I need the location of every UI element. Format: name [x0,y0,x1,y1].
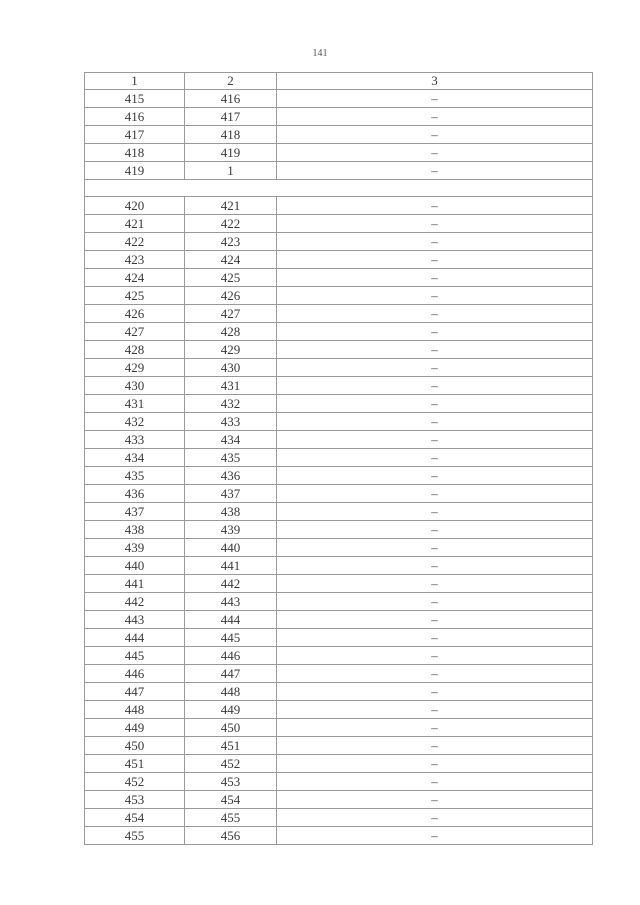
table-cell-col1: 419 [85,162,185,180]
table-cell-col1: 427 [85,323,185,341]
table-row [85,575,593,593]
table-row [85,359,593,377]
table-cell-col2: 416 [185,90,277,108]
table-cell-col2: 428 [185,323,277,341]
table-body-bottom [85,197,593,845]
data-table [84,72,593,845]
table-cell-col1: 450 [85,737,185,755]
table-cell-col3: – [277,341,593,359]
table-cell-col2: 422 [185,215,277,233]
table-cell-col1: 453 [85,791,185,809]
table-cell-col1: 437 [85,503,185,521]
table-cell-col3: – [277,269,593,287]
table-cell-col1: 428 [85,341,185,359]
table-cell-col1: 424 [85,269,185,287]
table-cell-col3: – [277,126,593,144]
table-cell-col2: 445 [185,629,277,647]
table-row [85,503,593,521]
table-cell-col1: 455 [85,827,185,845]
table-row [85,521,593,539]
table-cell-col1: 429 [85,359,185,377]
table-cell-col2: 448 [185,683,277,701]
table-cell-col3: – [277,305,593,323]
table-cell-col3: – [277,449,593,467]
table-row [85,485,593,503]
table-cell-col3: – [277,90,593,108]
table-cell-col1: 420 [85,197,185,215]
table-row [85,809,593,827]
header-row [85,73,593,90]
table-row [85,557,593,575]
table-row [85,683,593,701]
table-row [85,269,593,287]
table-cell-col1: 454 [85,809,185,827]
table-cell-col3: – [277,683,593,701]
table-cell-col2: 1 [185,162,277,180]
table-cell-col2: 421 [185,197,277,215]
table-cell-col2: 447 [185,665,277,683]
table-cell-col3: – [277,521,593,539]
table-body-top [85,90,593,180]
table-cell-col1: 446 [85,665,185,683]
table-cell-col3: – [277,431,593,449]
separator-row [85,180,593,197]
table-cell-col1: 445 [85,647,185,665]
table-cell-col3: – [277,539,593,557]
table-cell-col1: 430 [85,377,185,395]
table-cell-col2: 442 [185,575,277,593]
table-cell-col2: 429 [185,341,277,359]
table-cell-col3: – [277,629,593,647]
table-row [85,251,593,269]
table-cell-col1: 435 [85,467,185,485]
table-cell-col1: 447 [85,683,185,701]
table-cell-col2: 440 [185,539,277,557]
table-cell-col1: 426 [85,305,185,323]
table-row [85,629,593,647]
table-row [85,144,593,162]
table-cell-col2: 433 [185,413,277,431]
table-row [85,126,593,144]
table-cell-col2: 453 [185,773,277,791]
table-cell-col3: – [277,665,593,683]
table-cell-col3: – [277,162,593,180]
table-cell-col1: 418 [85,144,185,162]
table-cell-col2: 452 [185,755,277,773]
table-cell-col1: 433 [85,431,185,449]
table-cell-col3: – [277,809,593,827]
table-cell-col3: – [277,791,593,809]
table-row [85,413,593,431]
table-cell-col3: – [277,413,593,431]
table-row [85,162,593,180]
table-cell-col1: 452 [85,773,185,791]
table-cell-col2: 424 [185,251,277,269]
table-cell-col1: 449 [85,719,185,737]
table-cell-col1: 432 [85,413,185,431]
table-cell-col3: – [277,215,593,233]
table-cell-col3: – [277,647,593,665]
table-cell-col2: 435 [185,449,277,467]
table-cell-col2: 449 [185,701,277,719]
table-cell-col3: – [277,557,593,575]
table-cell-col2: 451 [185,737,277,755]
table-cell-col3: – [277,701,593,719]
table-cell-col2: 454 [185,791,277,809]
table-row [85,719,593,737]
table-cell-col3: – [277,593,593,611]
table-row [85,108,593,126]
table-cell-col2: 425 [185,269,277,287]
table-cell-col1: 425 [85,287,185,305]
table-cell-col2: 439 [185,521,277,539]
table-cell-col3: – [277,485,593,503]
table-cell-col3: – [277,467,593,485]
table-cell-col1: 423 [85,251,185,269]
table-cell-col1: 444 [85,629,185,647]
table-cell-col3: – [277,287,593,305]
table-cell-col2: 426 [185,287,277,305]
table-cell-col2: 444 [185,611,277,629]
table-row [85,431,593,449]
table-cell-col2: 427 [185,305,277,323]
table-cell-col2: 417 [185,108,277,126]
table-row [85,593,593,611]
table-cell-col2: 456 [185,827,277,845]
table-row [85,737,593,755]
table-row [85,611,593,629]
table-row [85,791,593,809]
table-cell-col3: – [277,251,593,269]
table-row [85,323,593,341]
table-cell-col2: 432 [185,395,277,413]
table-row [85,90,593,108]
column-header: 1 [85,73,185,90]
table-cell-col3: – [277,323,593,341]
table-cell-col1: 448 [85,701,185,719]
table-cell-col2: 430 [185,359,277,377]
table-cell-col3: – [277,359,593,377]
table-cell-col1: 439 [85,539,185,557]
table-cell-col2: 441 [185,557,277,575]
table-cell-col1: 440 [85,557,185,575]
table-cell-col1: 438 [85,521,185,539]
table-cell-col2: 419 [185,144,277,162]
table-row [85,341,593,359]
table-cell-col1: 431 [85,395,185,413]
table-row [85,287,593,305]
table-cell-col1: 422 [85,233,185,251]
table-cell-col1: 443 [85,611,185,629]
table-cell-col1: 434 [85,449,185,467]
table-cell-col3: – [277,144,593,162]
table-separator [85,180,593,197]
table-cell-col2: 437 [185,485,277,503]
table-cell-col3: – [277,737,593,755]
table-cell-col3: – [277,611,593,629]
table-row [85,665,593,683]
table-cell-col1: 417 [85,126,185,144]
table-row [85,215,593,233]
table-cell-col2: 446 [185,647,277,665]
table-cell-col3: – [277,395,593,413]
table-cell-col2: 431 [185,377,277,395]
table-cell-col1: 442 [85,593,185,611]
table-row [85,377,593,395]
table-cell-col1: 451 [85,755,185,773]
table-cell-col3: – [277,755,593,773]
table-row [85,395,593,413]
column-header: 3 [277,73,593,90]
table-cell-col3: – [277,575,593,593]
table-cell-col1: 441 [85,575,185,593]
table-row [85,701,593,719]
table-row [85,449,593,467]
table-cell-col2: 438 [185,503,277,521]
table-row [85,539,593,557]
table-row [85,827,593,845]
column-header: 2 [185,73,277,90]
table-cell-col3: – [277,827,593,845]
table-row [85,233,593,251]
table-cell-col1: 436 [85,485,185,503]
table-cell-col3: – [277,503,593,521]
table-cell-col3: – [277,108,593,126]
table-cell-col2: 434 [185,431,277,449]
table-cell-col2: 418 [185,126,277,144]
table-cell-col2: 443 [185,593,277,611]
table-cell-col1: 415 [85,90,185,108]
table-cell-col3: – [277,377,593,395]
table-row [85,305,593,323]
table-cell-col1: 421 [85,215,185,233]
table-cell-col2: 455 [185,809,277,827]
table-cell-col3: – [277,719,593,737]
table-row [85,647,593,665]
table-cell-col2: 436 [185,467,277,485]
page-number: 141 [312,48,328,59]
table-row [85,197,593,215]
table-row [85,755,593,773]
table-cell-col2: 450 [185,719,277,737]
table-row [85,467,593,485]
table-cell-col1: 416 [85,108,185,126]
table-cell-col3: – [277,233,593,251]
separator-cell [85,180,593,197]
table-cell-col3: – [277,197,593,215]
table-cell-col2: 423 [185,233,277,251]
table-row [85,773,593,791]
table-cell-col3: – [277,773,593,791]
